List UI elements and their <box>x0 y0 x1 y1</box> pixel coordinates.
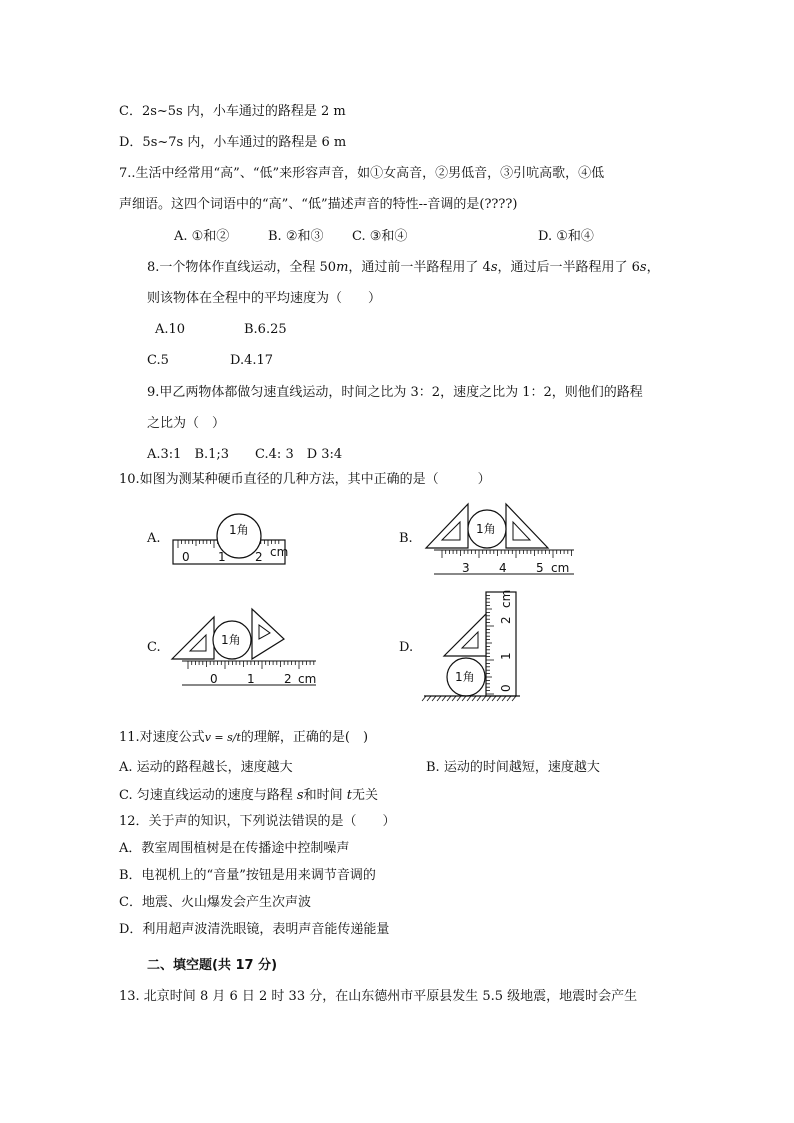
q8-option-d: D.4.17 <box>230 353 274 368</box>
ground-hatch <box>442 696 446 701</box>
ground-hatch <box>462 696 466 701</box>
q8-option-a: A.10 <box>155 322 186 337</box>
q9-options: A.3:1 B.1;3 C.4: 3 D 3:4 <box>147 447 343 462</box>
q11-formula: v = s/t <box>204 731 241 744</box>
figure-c <box>170 605 322 689</box>
figure-d-coin-label: 1角 <box>455 670 475 684</box>
figure-c-label: C. <box>147 640 161 655</box>
q12-option-b: B．电视机上的“音量”按钮是用来调节音调的 <box>119 868 376 883</box>
q7-option-c: C. ③和④ <box>352 229 408 244</box>
ground-hatch <box>492 696 496 701</box>
q8-option-b: B.6.25 <box>244 322 287 337</box>
q8-stem-line1: 8.一个物体作直线运动，全程 50m，通过前一半路程用了 4s，通过后一半路程用了 6s， <box>147 260 660 275</box>
q7-stem-line2: 声细语。这四个词语中的“高”、“低”描述声音的特性--音调的是(????) <box>119 197 518 212</box>
section-title-fill-in: 二、填空题(共 17 分) <box>147 958 278 973</box>
q9-stem-line2: 之比为（ ） <box>147 416 226 431</box>
figure-d-tick-2: 2 <box>499 616 513 624</box>
q12-option-d: D．利用超声波清洗眼镜，表明声音能传递能量 <box>119 922 390 937</box>
q6-option-c: C．2s~5s 内，小车通过的路程是 2 m <box>119 104 346 119</box>
q11-stem: 11.对速度公式v = s/t的理解，正确的是( ) <box>119 730 369 745</box>
figure-c-tick-1: 1 <box>247 672 255 686</box>
figure-d-label: D. <box>399 640 414 655</box>
figure-c-coin-label: 1角 <box>221 633 241 647</box>
ground-hatch <box>502 696 506 701</box>
figure-a-unit: cm <box>270 545 289 559</box>
q12-option-c: C．地震、火山爆发会产生次声波 <box>119 895 311 910</box>
figure-d-tick-1: 1 <box>499 652 513 660</box>
q10-stem: 10.如图为测某种硬币直径的几种方法，其中正确的是（ ） <box>119 472 491 487</box>
figure-a-tick-0: 0 <box>182 550 190 564</box>
figure-d-tick-0: 0 <box>499 684 513 692</box>
q6-option-d: D．5s~7s 内，小车通过的路程是 6 m <box>119 135 347 150</box>
q12-option-a: A．教室周围植树是在传播途中控制噪声 <box>119 841 350 856</box>
figure-b-coin-label: 1角 <box>476 522 496 536</box>
ground-hatch <box>447 696 451 701</box>
ground-hatch <box>457 696 461 701</box>
ground-hatch <box>497 696 501 701</box>
figure-b-unit: cm <box>551 561 570 575</box>
figure-b-label: B. <box>399 531 413 546</box>
ground-hatch <box>437 696 441 701</box>
figure-c-tick-2: 2 <box>284 672 292 686</box>
q12-stem: 12．关于声的知识，下列说法错误的是（ ） <box>119 814 396 829</box>
q11-option-b: B. 运动的时间越短，速度越大 <box>426 760 600 775</box>
figure-d <box>420 588 526 702</box>
ground-hatch <box>472 696 476 701</box>
figure-a-coin-label: 1角 <box>229 523 249 537</box>
ground-hatch <box>487 696 491 701</box>
q11-option-a: A. 运动的路程越长，速度越大 <box>119 760 293 775</box>
figure-c-triangle-left <box>172 617 214 659</box>
figure-c-tick-0: 0 <box>210 672 218 686</box>
ground-hatch <box>427 696 431 701</box>
figure-a-tick-1: 1 <box>218 550 226 564</box>
q7-stem-line1: 7..生活中经常用“高”、“低”来形容声音，如①女高音，②男低音，③引吭高歌，④低 <box>119 166 605 181</box>
ground-hatch <box>482 696 486 701</box>
figure-b-triangle-right <box>506 504 548 548</box>
figure-c-unit: cm <box>298 672 317 686</box>
figure-b-tick-3: 3 <box>462 561 470 575</box>
figure-b-tick-4: 4 <box>499 561 507 575</box>
figure-d-unit: cm <box>499 589 513 608</box>
ground-hatch <box>467 696 471 701</box>
q7-option-a: A. ①和② <box>174 229 230 244</box>
figure-a <box>170 508 300 568</box>
q7-option-d: D. ①和④ <box>538 229 594 244</box>
q9-stem-line1: 9.甲乙两物体都做匀速直线运动，时间之比为 3：2，速度之比为 1：2，则他们的路程 <box>147 385 643 400</box>
ground-hatch <box>422 696 426 701</box>
figure-b <box>424 500 579 580</box>
ground-hatch <box>477 696 481 701</box>
q13-stem: 13. 北京时间 8 月 6 日 2 时 33 分，在山东德州市平原县发生 5.5 级地震，地震时会产生 <box>119 989 638 1004</box>
ground-hatch <box>512 696 516 701</box>
ground-hatch <box>507 696 511 701</box>
figure-b-triangle-left <box>426 504 468 548</box>
q8-stem-line2: 则该物体在全程中的平均速度为（ ） <box>147 291 382 306</box>
ground-hatch <box>452 696 456 701</box>
figure-a-tick-2: 2 <box>255 550 263 564</box>
q11-option-c: C. 匀速直线运动的速度与路程 s和时间 t无关 <box>119 788 378 803</box>
ground-hatch <box>432 696 436 701</box>
figure-b-tick-5: 5 <box>536 561 544 575</box>
figure-d-triangle <box>444 614 486 656</box>
q8-option-c: C.5 <box>147 353 169 368</box>
figure-a-label: A. <box>147 531 161 546</box>
q7-option-b: B. ②和③ <box>268 229 324 244</box>
